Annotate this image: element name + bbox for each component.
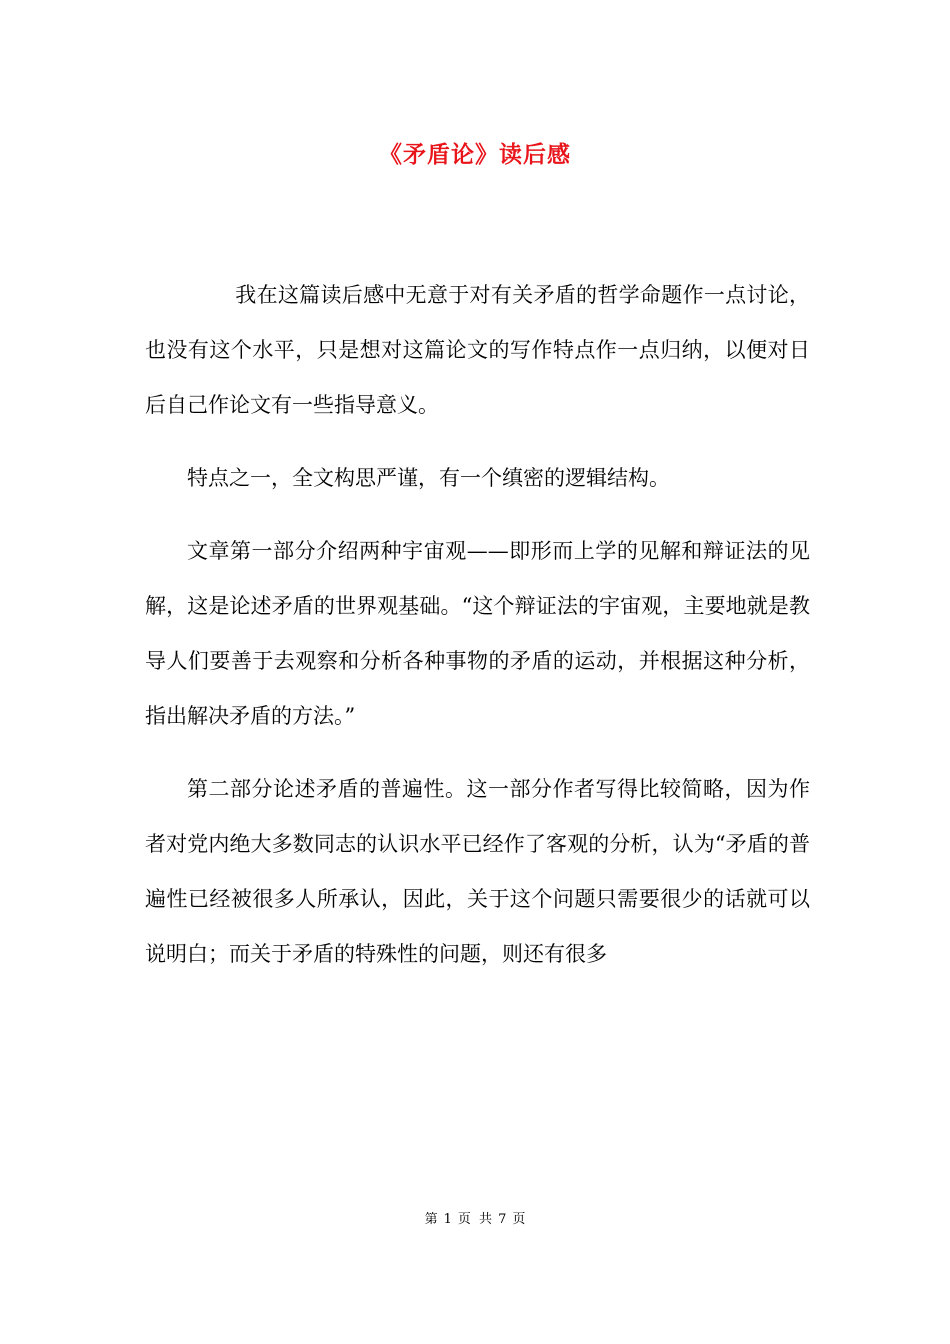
paragraph-part-one: 文章第一部分介绍两种宇宙观——即形而上学的见解和辩证法的见解，这是论述矛盾的世界观基础。“这个辩证法的宇宙观，主要地就是教导人们要善于去观察和分析各种事物的矛盾的运动，并根据这种分析，指出解决矛盾的方法。” — [145, 539, 810, 728]
footer-middle: 页 共 — [457, 1212, 493, 1227]
footer-prefix: 第 — [424, 1212, 438, 1227]
footer-page-number: 1 — [443, 1212, 452, 1227]
paragraph-feature-one: 特点之一，全文构思严谨，有一个缜密的逻辑结构。 — [187, 466, 670, 490]
footer-total-pages: 7 — [498, 1212, 507, 1227]
paragraph-intro: 我在这篇读后感中无意于对有关矛盾的哲学命题作一点讨论，也没有这个水平，只是想对这篇论文的写作特点作一点归纳，以便对日后自己作论文有一些指导意义。 — [145, 283, 810, 417]
document-body — [145, 268, 810, 982]
document-title: 《矛盾论》读后感 — [379, 141, 571, 168]
page-footer — [0, 1208, 950, 1227]
paragraph-part-two: 第二部分论述矛盾的普遍性。这一部分作者写得比较简略，因为作者对党内绝大多数同志的认识水平已经作了客观的分析，认为“矛盾的普遍性已经被很多人所承认，因此，关于这个问题只需要很少的话就可以说明白；而关于矛盾的特殊性的问题，则还有很多 — [145, 777, 810, 966]
footer-suffix: 页 — [512, 1212, 526, 1227]
